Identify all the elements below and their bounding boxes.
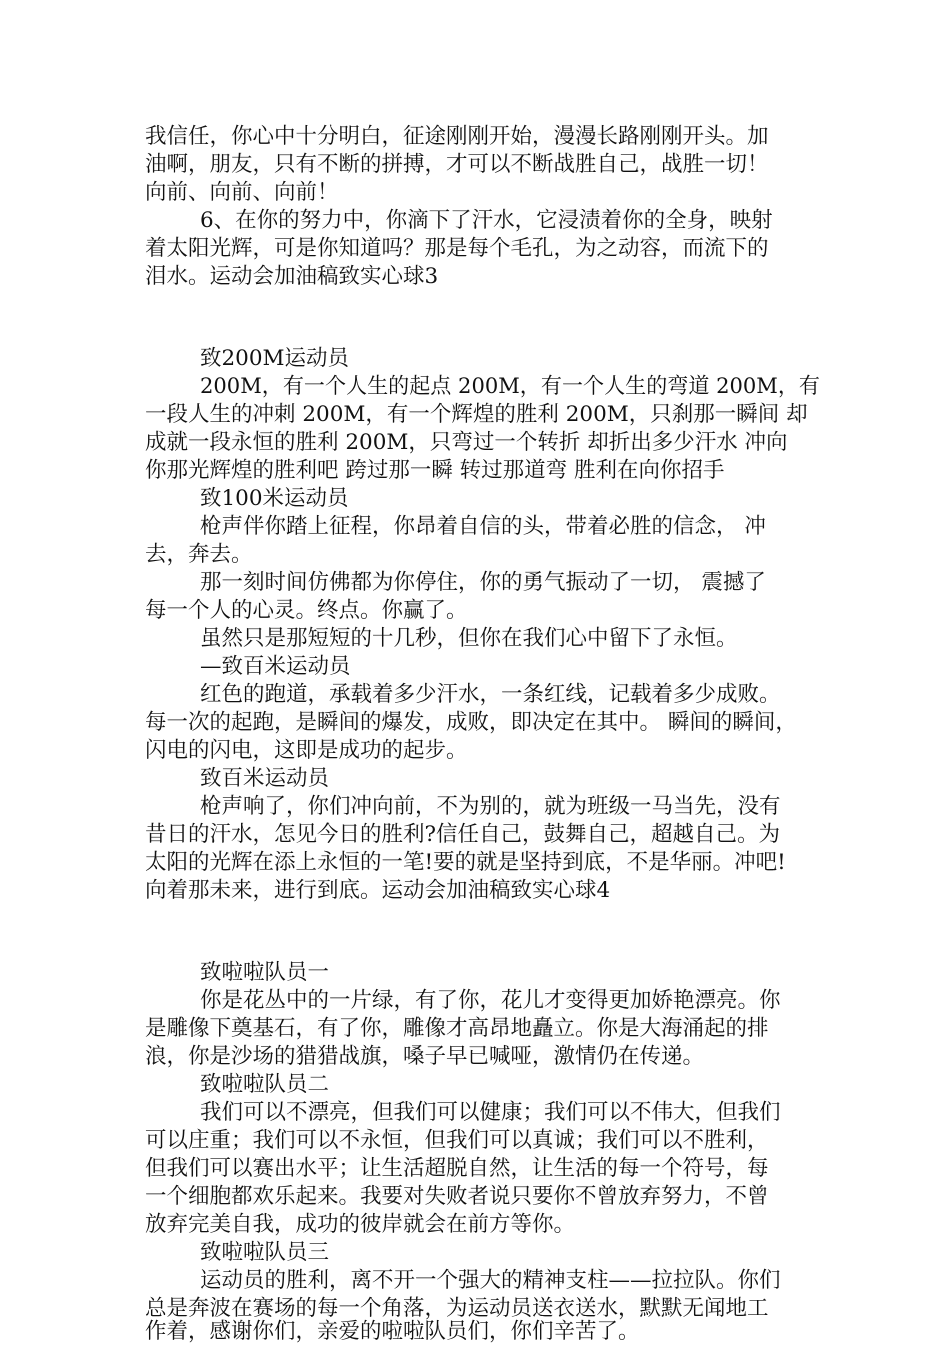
text-line: 昔日的汗水，怎见今日的胜利?信任自己，鼓舞自己，超越自己。为 [145, 822, 781, 847]
text-line: 一个细胞都欢乐起来。我要对失败者说只要你不曾放弃努力，不曾 [145, 1184, 769, 1209]
text-line: 是雕像下奠基石，有了你，雕像才高昂地矗立。你是大海涌起的排 [145, 1016, 769, 1041]
text-line: 我们可以不漂亮，但我们可以健康；我们可以不伟大，但我们 [200, 1100, 781, 1125]
text-line: 虽然只是那短短的十几秒，但你在我们心中留下了永恒。 [200, 626, 738, 651]
text-line: 太阳的光辉在添上永恒的一笔!要的就是坚持到底，不是华丽。冲吧! [145, 850, 786, 875]
section-heading: 致啦啦队员二 [200, 1072, 330, 1097]
text-line: 成就一段永恒的胜利 200M，只弯过一个转折 却折出多少汗水 冲向 [145, 430, 788, 455]
text-line: 可以庄重；我们可以不永恒，但我们可以真诚；我们可以不胜利， [145, 1128, 769, 1153]
text-line: 着太阳光辉，可是你知道吗？那是每个毛孔，为之动容，而流下的 [145, 236, 769, 261]
section-heading: 致100米运动员 [200, 486, 349, 511]
text-line: 200M，有一个人生的起点 200M，有一个人生的弯道 200M，有 [200, 374, 820, 399]
text-line: 红色的跑道，承载着多少汗水，一条红线，记载着多少成败。 [200, 682, 781, 707]
text-line: 每一次的起跑，是瞬间的爆发，成败，即决定在其中。 瞬间的瞬间， [145, 710, 797, 735]
text-line: 油啊，朋友，只有不断的拼搏，才可以不断战胜自己，战胜一切！ [145, 152, 769, 177]
text-line: 闪电的闪电，这即是成功的起步。 [145, 738, 468, 763]
text-line: 向前、向前、向前！ [145, 180, 339, 205]
text-line: 向着那未来，进行到底。运动会加油稿致实心球4 [145, 878, 611, 903]
section-heading: 致啦啦队员三 [200, 1240, 330, 1265]
text-line: 每一个人的心灵。终点。你赢了。 [145, 598, 468, 623]
text-line: 枪声伴你踏上征程，你昂着自信的头，带着必胜的信念， 冲 [200, 514, 766, 539]
text-line: 作着，感谢你们，亲爱的啦啦队员们，你们辛苦了。 [145, 1319, 640, 1344]
text-line: 放弃完美自我，成功的彼岸就会在前方等你。 [145, 1212, 576, 1237]
text-line: 去，奔去。 [145, 542, 253, 567]
text-line: 运动员的胜利，离不开一个强大的精神支柱——拉拉队。你们 [200, 1268, 781, 1293]
text-line: 那一刻时间仿佛都为你停住，你的勇气振动了一切， 震撼了 [200, 570, 766, 595]
section-heading: 致百米运动员 [200, 766, 330, 791]
text-line: 我信任，你心中十分明白，征途刚刚开始，漫漫长路刚刚开头。加 [145, 124, 769, 149]
text-line: 浪，你是沙场的猎猎战旗，嗓子早已喊哑，激情仍在传递。 [145, 1044, 705, 1069]
text-line: 但我们可以赛出水平；让生活超脱自然，让生活的每一个符号，每 [145, 1156, 769, 1181]
text-line: 6、在你的努力中，你滴下了汗水，它浸渍着你的全身，映射 [200, 208, 773, 233]
section-heading: —致百米运动员 [200, 654, 351, 679]
section-heading: 致200M运动员 [200, 346, 350, 371]
text-line: 枪声响了，你们冲向前，不为别的，就为班级一马当先，没有 [200, 794, 781, 819]
text-line: 泪水。运动会加油稿致实心球3 [145, 264, 439, 289]
text-line: 一段人生的冲刺 200M，有一个辉煌的胜利 200M，只刹那一瞬间 却 [145, 402, 808, 427]
text-line: 总是奔波在赛场的每一个角落，为运动员送衣送水，默默无闻地工 [145, 1296, 769, 1321]
text-line: 你那光辉煌的胜利吧 跨过那一瞬 转过那道弯 胜利在向你招手 [145, 458, 725, 483]
section-heading: 致啦啦队员一 [200, 960, 330, 985]
text-line: 你是花丛中的一片绿，有了你，花儿才变得更加娇艳漂亮。你 [200, 988, 781, 1013]
